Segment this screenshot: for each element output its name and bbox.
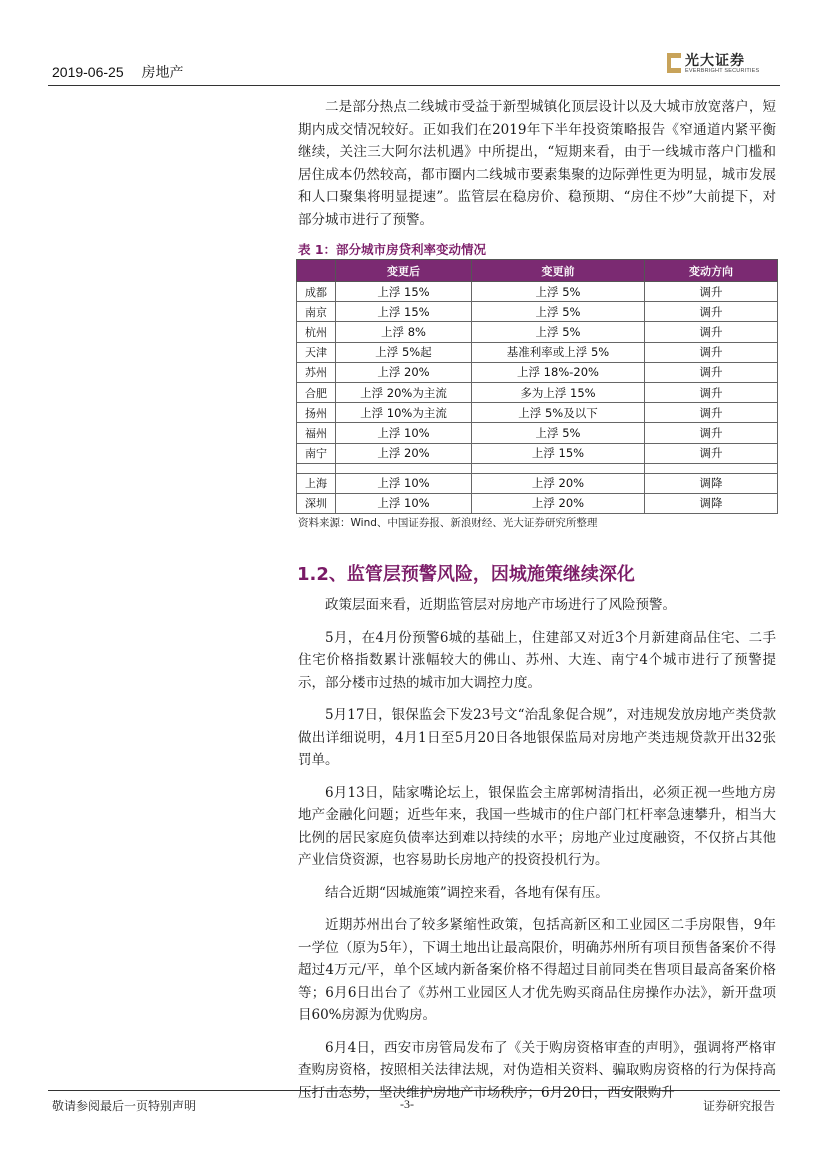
- body-paragraph: 近期苏州出台了较多紧缩性政策，包括高新区和工业园区二手房限售，9年一学位（原为5年），下调土地出让最高限价，明确苏州所有项目预售备案价不得超过4万元/平，单个区域内新备案价格不得超过目前同类在售项目最高备案价格等；6月6日出台了《苏州工业园区人才优先购买商品住房操作办法》，新开盘项目60%房源为优购房。: [298, 917, 776, 1023]
- page-number: -3-: [400, 1097, 414, 1111]
- table-row: [297, 342, 778, 362]
- footer-divider: [48, 1090, 780, 1091]
- logo-text-cn: 光大证券: [685, 53, 745, 69]
- intro-section: [298, 96, 776, 231]
- table-cell: 南京: [297, 302, 336, 322]
- body-paragraph: 6月13日，陆家嘴论坛上，银保监会主席郭树清指出，必须正视一些地方房地产金融化问题；近些年来，我国一些城市的住户部门杠杆率急速攀升，相当大比例的居民家庭负债率达到难以持续的水平；房地产业过度融资，不仅挤占其他产业信贷资源，也容易助长房地产的投资投机行为。: [298, 784, 776, 868]
- table-cell: 上海: [297, 473, 336, 493]
- body-paragraph: 6月4日，西安市房管局发布了《关于购房资格审查的声明》，强调将严格审查购房资格，按照相关法律法规，对伪造相关资料、骗取购房资格的行为保持高压打击态势，坚决维护房地产市场秩序；6月20日，西安限购升: [298, 1039, 776, 1101]
- table-cell: 天津: [297, 342, 336, 362]
- table-cell: 调升: [645, 282, 778, 302]
- everbright-logo: [667, 50, 777, 78]
- table-cell: 上浮 20%为主流: [336, 382, 472, 402]
- logo-mark-icon: [667, 53, 681, 73]
- table-header-row: [297, 260, 778, 282]
- table-cell: 上浮 5%: [472, 282, 645, 302]
- table-row: [297, 362, 778, 382]
- header-divider: [48, 85, 780, 86]
- table-row: [297, 473, 778, 493]
- logo-text-en: EVERBRIGHT SECURITIES: [685, 68, 760, 74]
- table-cell: 扬州: [297, 403, 336, 423]
- table-row: [297, 302, 778, 322]
- table-cell: 调升: [645, 362, 778, 382]
- table-row: [297, 443, 778, 463]
- table-row: [297, 403, 778, 423]
- table-header-cell: [297, 260, 336, 282]
- table-cell: 上浮 5%及以下: [472, 403, 645, 423]
- table-cell: 深圳: [297, 493, 336, 513]
- table-cell: 上浮 8%: [336, 322, 472, 342]
- table-cell: 调升: [645, 443, 778, 463]
- table-cell: 调降: [645, 473, 778, 493]
- table-cell: 调降: [645, 493, 778, 513]
- table-cell: 上浮 5%: [472, 322, 645, 342]
- table-source: 资料来源：Wind、中国证券报、新浪财经、光大证券研究所整理: [298, 517, 598, 529]
- table-cell: [472, 463, 645, 473]
- report-date: 2019-06-25: [52, 64, 124, 80]
- table-header-cell: 变更前: [472, 260, 645, 282]
- footer-disclaimer: 敬请参阅最后一页特别声明: [52, 1099, 197, 1113]
- table-cell: 上浮 10%: [336, 493, 472, 513]
- body-paragraph: 政策层面来看，近期监管层对房地产市场进行了风险预警。: [325, 597, 676, 613]
- table-cell: 上浮 5%起: [336, 342, 472, 362]
- table-cell: 调升: [645, 403, 778, 423]
- table-cell: 苏州: [297, 362, 336, 382]
- table-cell: 调升: [645, 342, 778, 362]
- footer-report-type: 证券研究报告: [702, 1099, 775, 1113]
- table-cell: 上浮 15%: [336, 282, 472, 302]
- report-sector: 房地产: [141, 64, 184, 80]
- table-row: [297, 423, 778, 443]
- table-cell: 调升: [645, 423, 778, 443]
- page-header: [52, 53, 777, 84]
- section-heading: 1.2、监管层预警风险，因城施策继续深化: [297, 564, 635, 585]
- table-cell: [297, 463, 336, 473]
- table-cell: 调升: [645, 302, 778, 322]
- table-cell: [336, 463, 472, 473]
- body-section: [298, 594, 776, 1104]
- table-cell: 上浮 5%: [472, 302, 645, 322]
- table-header-cell: 变动方向: [645, 260, 778, 282]
- table-cell: 上浮 20%: [472, 473, 645, 493]
- table-cell: [645, 463, 778, 473]
- mortgage-rate-table: [296, 259, 778, 514]
- table-cell: 上浮 10%为主流: [336, 403, 472, 423]
- intro-paragraph: 二是部分热点二线城市受益于新型城镇化顶层设计以及大城市放宽落户，短期内成交情况较好。正如我们在2019年下半年投资策略报告《窄通道内紧平衡继续，关注三大阿尔法机遇》中所提出，“短期来看，由于一线城市落户门槛和居住成本仍然较高，都市圈内二线城市要素集聚的边际弹性更为明显，城市发展和人口聚集将明显提速”。监管层在稳房价、稳预期、“房住不炒”大前提下，对部分城市进行了预警。: [298, 99, 776, 228]
- table-cell: 上浮 15%: [336, 302, 472, 322]
- table-cell: 调升: [645, 322, 778, 342]
- body-paragraph: 结合近期“因城施策”调控来看，各地有保有压。: [325, 884, 609, 901]
- table-cell: 福州: [297, 423, 336, 443]
- table-cell: 杭州: [297, 322, 336, 342]
- table-row: [297, 282, 778, 302]
- body-paragraph: 5月17日，银保监会下发23号文“治乱象促合规”，对违规发放房地产类贷款做出详细说明，4月1日至5月20日各地银保监局对房地产类违规贷款开出32张罚单。: [298, 707, 776, 768]
- table-cell: 多为上浮 15%: [472, 382, 645, 402]
- table-row: [297, 322, 778, 342]
- table-cell: 上浮 20%: [472, 493, 645, 513]
- table-cell: 上浮 5%: [472, 423, 645, 443]
- table-cell: 调升: [645, 382, 778, 402]
- table-row: [297, 463, 778, 473]
- table-cell: 上浮 10%: [336, 473, 472, 493]
- table-header-cell: 变更后: [336, 260, 472, 282]
- table-cell: 上浮 20%: [336, 362, 472, 382]
- body-paragraph: 5月，在4月份预警6城的基础上，住建部又对近3个月新建商品住宅、二手住宅价格指数累计涨幅较大的佛山、苏州、大连、南宁4个城市进行了预警提示，部分楼市过热的城市加大调控力度。: [298, 629, 776, 691]
- table-cell: 基准利率或上浮 5%: [472, 342, 645, 362]
- table-cell: 上浮 20%: [336, 443, 472, 463]
- table-cell: 成都: [297, 282, 336, 302]
- table-row: [297, 382, 778, 402]
- table-row: [297, 493, 778, 513]
- header-meta: [52, 62, 184, 82]
- table-cell: 上浮 15%: [472, 443, 645, 463]
- table-title: 表 1：部分城市房贷利率变动情况: [298, 242, 487, 257]
- table-cell: 上浮 10%: [336, 423, 472, 443]
- table-body: [297, 282, 778, 514]
- table-cell: 上浮 18%-20%: [472, 362, 645, 382]
- table-cell: 南宁: [297, 443, 336, 463]
- table-cell: 合肥: [297, 382, 336, 402]
